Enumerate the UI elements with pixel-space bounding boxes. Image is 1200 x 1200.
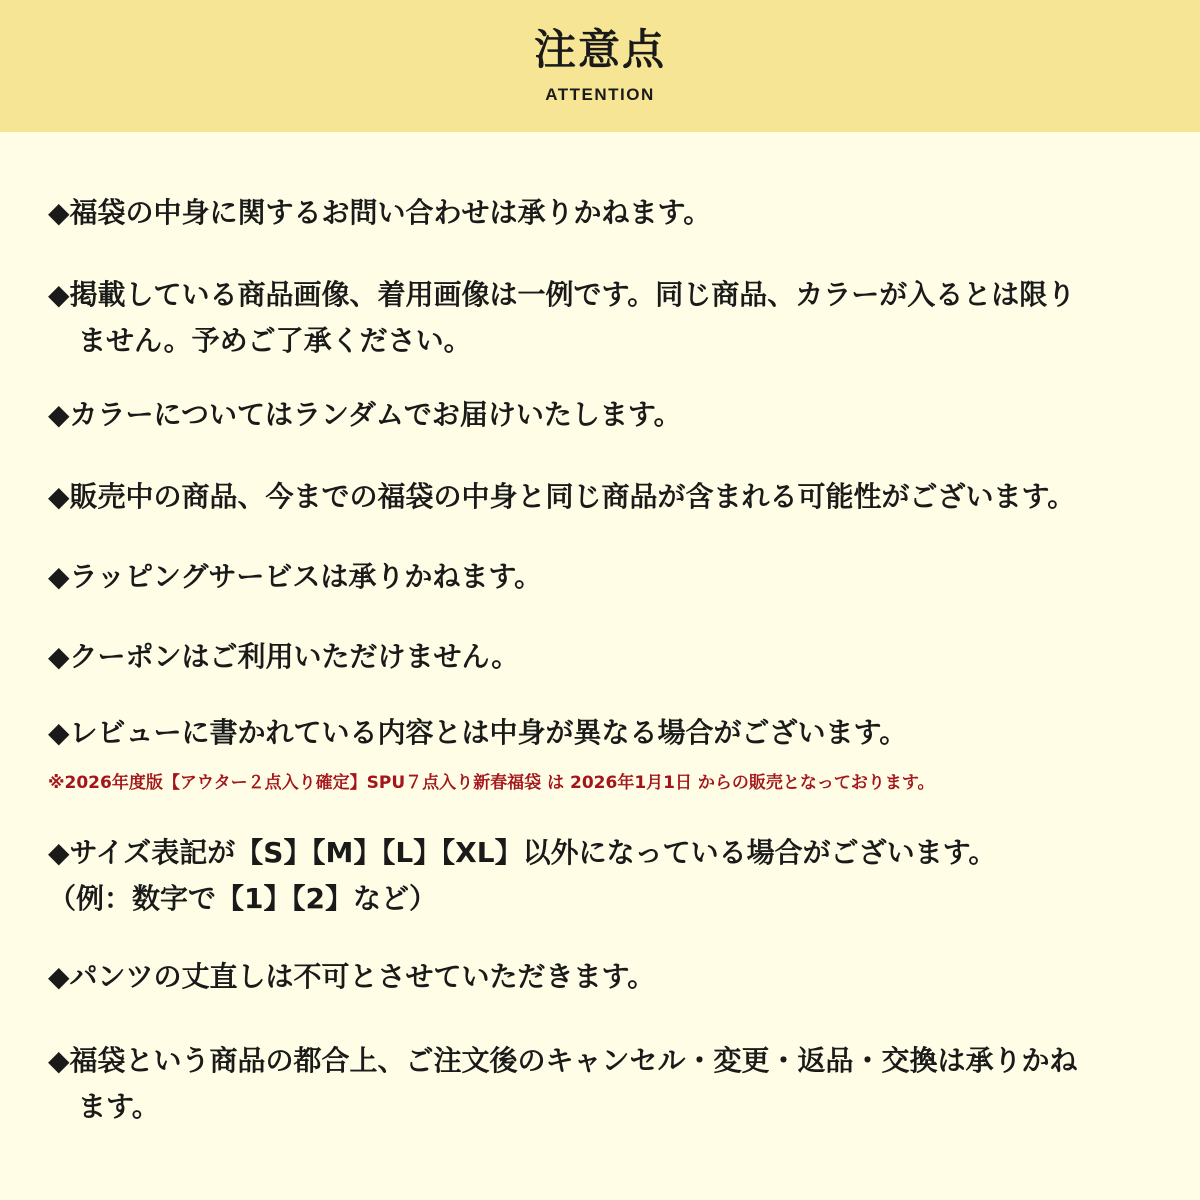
notice-text: ◆カラーについてはランダムでお届けいたします。 [48, 398, 682, 431]
sale-date-note: ※2026年度版【アウター２点入り確定】SPU７点入り新春福袋 は 2026年1月1日 からの販売となっております。 [48, 773, 935, 793]
notice-cancellation [48, 1038, 1158, 1130]
notice-inquiry [48, 190, 1158, 236]
notice-text: ◆掲載している商品画像、着用画像は一例です。同じ商品、カラーが入るとは限り [48, 278, 1076, 311]
page-subtitle: ATTENTION [545, 85, 655, 104]
notice-wrapping [48, 554, 1158, 600]
notice-coupon [48, 634, 1158, 680]
notice-text: ◆販売中の商品、今までの福袋の中身と同じ商品が含まれる可能性がございます。 [48, 480, 1076, 513]
notice-text: ◆レビューに書かれている内容とは中身が異なる場合がございます。 [48, 716, 908, 749]
notice-color-random [48, 392, 1158, 438]
notice-text: ◆ラッピングサービスは承りかねます。 [48, 560, 543, 593]
notice-text-continued: （例：数字で【1】【2】など） [48, 882, 437, 915]
notice-review [48, 710, 1158, 756]
notice-pants-hemming [48, 954, 1158, 1000]
notice-same-items [48, 474, 1158, 520]
notice-images-example [48, 272, 1158, 364]
notice-text-continued: ません。予めご了承ください。 [78, 324, 472, 357]
notice-text: ◆クーポンはご利用いただけません。 [48, 640, 520, 673]
notice-text: ◆福袋の中身に関するお問い合わせは承りかねます。 [48, 196, 712, 229]
notice-text-continued: ます。 [78, 1090, 160, 1123]
notice-size-label [48, 830, 1158, 922]
header-band [0, 0, 1200, 132]
page-title: 注意点 [533, 25, 666, 74]
notice-text: ◆サイズ表記が【S】【M】【L】【XL】以外になっている場合がございます。 [48, 836, 997, 869]
notice-text: ◆パンツの丈直しは不可とさせていただきます。 [48, 960, 656, 993]
notice-text: ◆福袋という商品の都合上、ご注文後のキャンセル・変更・返品・交換は承りかね [48, 1044, 1078, 1077]
